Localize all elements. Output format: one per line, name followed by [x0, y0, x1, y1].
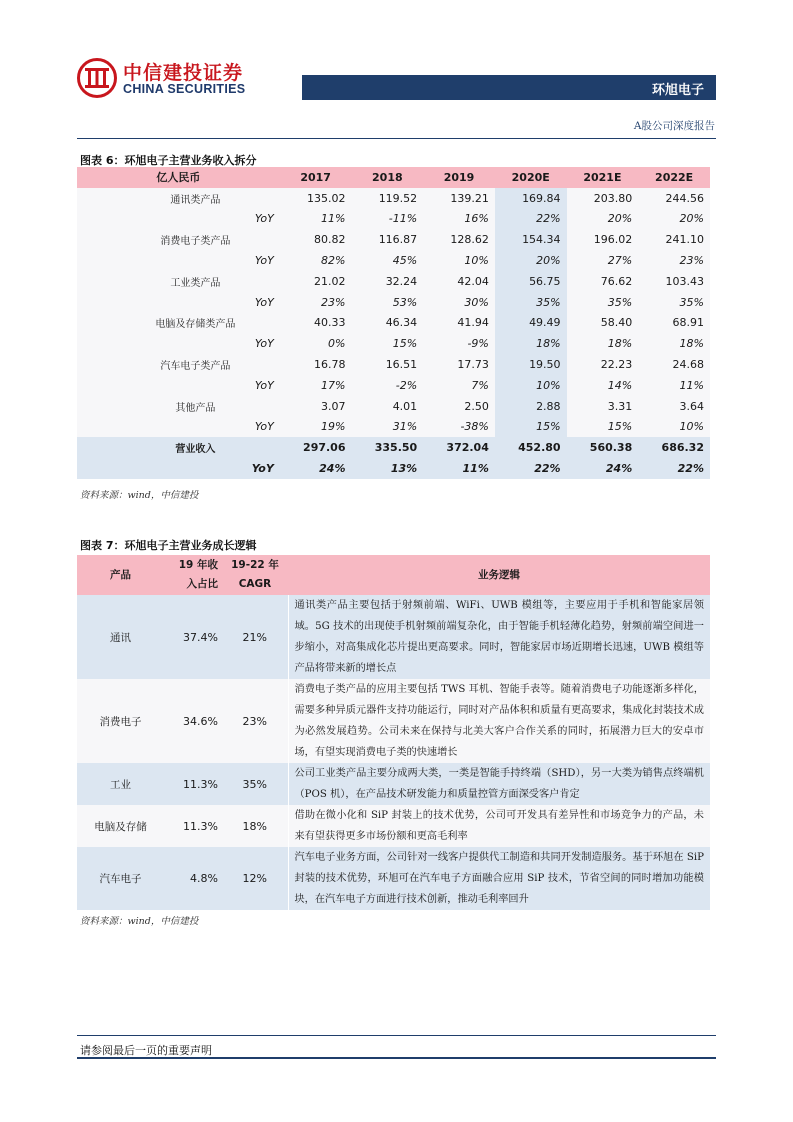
yoy-label: YoY	[212, 250, 280, 271]
value-cell: 24.68	[638, 354, 710, 375]
value-cell: -9%	[423, 333, 495, 354]
cagr-value: 35%	[222, 763, 288, 805]
year-header: 2017	[280, 167, 352, 188]
growth-logic-table	[77, 555, 710, 910]
empty-cell	[77, 417, 212, 438]
citic-logo-icon	[77, 58, 117, 98]
empty-cell	[77, 292, 212, 313]
table-row	[77, 458, 710, 479]
category-label: 营业收入	[77, 437, 280, 458]
figure6-source: 资料来源：wind，中信建投	[80, 490, 199, 501]
table-row	[77, 250, 710, 271]
footer-divider	[77, 1057, 716, 1059]
category-label: 通讯类产品	[77, 188, 280, 209]
value-cell: 41.94	[423, 313, 495, 334]
value-cell: 2.50	[423, 396, 495, 417]
value-cell: 18%	[495, 333, 567, 354]
table-row	[77, 313, 710, 334]
table-row	[77, 292, 710, 313]
value-cell: 23%	[638, 250, 710, 271]
year-header: 2020E	[495, 167, 567, 188]
value-cell: 15%	[567, 417, 639, 438]
table-row	[77, 417, 710, 438]
product-name: 工业	[77, 763, 164, 805]
business-logic: 汽车电子业务方面，公司针对一线客户提供代工制造和共同开发制造服务。基于环旭在 SiP 封装的技术优势，环旭可在汽车电子方面融合应用 SiP 技术，节省空间的同时增加功能模块，在汽车电子方面进行技术创新，推动毛利率回升	[288, 847, 710, 910]
value-cell: 80.82	[280, 229, 352, 250]
value-cell: 31%	[352, 417, 424, 438]
value-cell: 4.01	[352, 396, 424, 417]
divider	[77, 138, 716, 139]
value-cell: 3.07	[280, 396, 352, 417]
value-cell: 45%	[352, 250, 424, 271]
value-cell: 22%	[495, 458, 567, 479]
revenue-breakdown-table	[77, 167, 710, 479]
value-cell: -38%	[423, 417, 495, 438]
product-name: 汽车电子	[77, 847, 164, 910]
value-cell: 23%	[280, 292, 352, 313]
brand-name-cn: 中信建投证券	[123, 62, 244, 84]
value-cell: 3.64	[638, 396, 710, 417]
value-cell: 7%	[423, 375, 495, 396]
value-cell: 27%	[567, 250, 639, 271]
value-cell: 10%	[423, 250, 495, 271]
value-cell: 13%	[352, 458, 424, 479]
value-cell: 452.80	[495, 437, 567, 458]
value-cell: 241.10	[638, 229, 710, 250]
value-cell: 16.51	[352, 354, 424, 375]
empty-cell	[77, 458, 212, 479]
value-cell: 103.43	[638, 271, 710, 292]
value-cell: 3.31	[567, 396, 639, 417]
value-cell: 335.50	[352, 437, 424, 458]
brand-name-en: CHINA SECURITIES	[123, 82, 246, 96]
table-row	[77, 437, 710, 458]
value-cell: 15%	[352, 333, 424, 354]
header-product: 产品	[77, 555, 164, 595]
product-name: 消费电子	[77, 679, 164, 763]
value-cell: 68.91	[638, 313, 710, 334]
value-cell: 119.52	[352, 188, 424, 209]
value-cell: 19.50	[495, 354, 567, 375]
table-row	[77, 763, 710, 805]
value-cell: 154.34	[495, 229, 567, 250]
value-cell: 19%	[280, 417, 352, 438]
category-label: 其他产品	[77, 396, 280, 417]
table-header-row	[77, 167, 710, 188]
cagr-value: 18%	[222, 805, 288, 847]
value-cell: -2%	[352, 375, 424, 396]
yoy-label: YoY	[212, 333, 280, 354]
value-cell: 53%	[352, 292, 424, 313]
product-name: 通讯	[77, 595, 164, 679]
value-cell: 169.84	[495, 188, 567, 209]
value-cell: 56.75	[495, 271, 567, 292]
empty-cell	[77, 333, 212, 354]
yoy-label: YoY	[212, 292, 280, 313]
value-cell: 18%	[567, 333, 639, 354]
yoy-label: YoY	[212, 375, 280, 396]
table-row	[77, 209, 710, 230]
value-cell: 76.62	[567, 271, 639, 292]
value-cell: 14%	[567, 375, 639, 396]
revenue-share: 37.4%	[164, 595, 222, 679]
value-cell: 686.32	[638, 437, 710, 458]
value-cell: 11%	[638, 375, 710, 396]
header-bar	[302, 75, 716, 100]
footer-divider	[77, 1035, 716, 1036]
category-label: 消费电子类产品	[77, 229, 280, 250]
company-title: 环旭电子	[651, 83, 704, 98]
value-cell: 21.02	[280, 271, 352, 292]
category-label: 电脑及存储类产品	[77, 313, 280, 334]
year-header: 2022E	[638, 167, 710, 188]
value-cell: 11%	[280, 209, 352, 230]
value-cell: 372.04	[423, 437, 495, 458]
value-cell: 22%	[638, 458, 710, 479]
yoy-label: YoY	[212, 458, 280, 479]
table-row	[77, 679, 710, 763]
table-row	[77, 595, 710, 679]
table-header-row	[77, 555, 710, 595]
value-cell: 10%	[638, 417, 710, 438]
table-row	[77, 271, 710, 292]
value-cell: 560.38	[567, 437, 639, 458]
value-cell: 17.73	[423, 354, 495, 375]
header-share: 19 年收 入占比	[164, 555, 222, 595]
value-cell: 40.33	[280, 313, 352, 334]
header-cagr: 19-22 年 CAGR	[222, 555, 288, 595]
value-cell: 35%	[495, 292, 567, 313]
value-cell: 20%	[638, 209, 710, 230]
disclaimer-note: 请参阅最后一页的重要声明	[80, 1044, 212, 1057]
table-row	[77, 847, 710, 910]
value-cell: 17%	[280, 375, 352, 396]
revenue-share: 11.3%	[164, 805, 222, 847]
report-type: A股公司深度报告	[633, 120, 715, 132]
value-cell: 244.56	[638, 188, 710, 209]
table-row	[77, 229, 710, 250]
value-cell: 139.21	[423, 188, 495, 209]
value-cell: 10%	[495, 375, 567, 396]
value-cell: 24%	[280, 458, 352, 479]
value-cell: 30%	[423, 292, 495, 313]
revenue-share: 11.3%	[164, 763, 222, 805]
value-cell: 58.40	[567, 313, 639, 334]
empty-cell	[77, 375, 212, 396]
business-logic: 借助在微小化和 SiP 封装上的技术优势，公司可开发具有差异性和市场竞争力的产品，未来有望获得更多市场份额和更高毛利率	[288, 805, 710, 847]
table-row	[77, 333, 710, 354]
value-cell: 46.34	[352, 313, 424, 334]
value-cell: 32.24	[352, 271, 424, 292]
value-cell: 2.88	[495, 396, 567, 417]
yoy-label: YoY	[212, 417, 280, 438]
value-cell: 24%	[567, 458, 639, 479]
value-cell: 20%	[495, 250, 567, 271]
value-cell: 22%	[495, 209, 567, 230]
table-row	[77, 396, 710, 417]
value-cell: 42.04	[423, 271, 495, 292]
value-cell: 15%	[495, 417, 567, 438]
value-cell: 0%	[280, 333, 352, 354]
value-cell: 297.06	[280, 437, 352, 458]
value-cell: 203.80	[567, 188, 639, 209]
cagr-value: 12%	[222, 847, 288, 910]
figure6-title: 图表 6：环旭电子主营业务收入拆分	[80, 154, 257, 167]
table-row	[77, 805, 710, 847]
table-row	[77, 354, 710, 375]
figure7-source: 资料来源：wind，中信建投	[80, 916, 199, 927]
value-cell: 22.23	[567, 354, 639, 375]
cagr-value: 23%	[222, 679, 288, 763]
cagr-value: 21%	[222, 595, 288, 679]
business-logic: 通讯类产品主要包括于射频前端、WiFi、UWB 模组等，主要应用于手机和智能家居领域。5G 技术的出现使手机射频前端复杂化，由于智能手机轻薄化趋势，射频前端空间进一步缩小，对高集成化芯片提出更高要求。同时，智能家居市场近期增长迅速，UWB 模组等产品将带来新的增长点	[288, 595, 710, 679]
year-header: 2019	[423, 167, 495, 188]
value-cell: 49.49	[495, 313, 567, 334]
revenue-share: 34.6%	[164, 679, 222, 763]
value-cell: 196.02	[567, 229, 639, 250]
value-cell: 135.02	[280, 188, 352, 209]
value-cell: 20%	[567, 209, 639, 230]
year-header: 2021E	[567, 167, 639, 188]
revenue-share: 4.8%	[164, 847, 222, 910]
empty-cell	[77, 250, 212, 271]
figure7-title: 图表 7：环旭电子主营业务成长逻辑	[80, 539, 257, 552]
unit-label: 亿人民币	[77, 167, 280, 188]
year-header: 2018	[352, 167, 424, 188]
category-label: 汽车电子类产品	[77, 354, 280, 375]
yoy-label: YoY	[212, 209, 280, 230]
value-cell: 116.87	[352, 229, 424, 250]
value-cell: 82%	[280, 250, 352, 271]
table-row	[77, 375, 710, 396]
category-label: 工业类产品	[77, 271, 280, 292]
value-cell: 11%	[423, 458, 495, 479]
value-cell: 16.78	[280, 354, 352, 375]
value-cell: 128.62	[423, 229, 495, 250]
business-logic: 公司工业类产品主要分成两大类，一类是智能手持终端（SHD），另一大类为销售点终端机（POS 机），在产品技术研发能力和质量控管方面深受客户肯定	[288, 763, 710, 805]
value-cell: 16%	[423, 209, 495, 230]
product-name: 电脑及存储	[77, 805, 164, 847]
value-cell: 35%	[567, 292, 639, 313]
header-logic: 业务逻辑	[288, 555, 710, 595]
business-logic: 消费电子类产品的应用主要包括 TWS 耳机、智能手表等。随着消费电子功能逐渐多样化，需要多种异质元器件支持功能运行，同时对产品体积和质量有更高要求，集成化封装技术成为必然发展趋势。公司未来在保持与北美大客户合作关系的同时，拓展潜力巨大的安卓市场，有望实现消费电子类的快速增长	[288, 679, 710, 763]
value-cell: -11%	[352, 209, 424, 230]
empty-cell	[77, 209, 212, 230]
value-cell: 35%	[638, 292, 710, 313]
value-cell: 18%	[638, 333, 710, 354]
table-row	[77, 188, 710, 209]
